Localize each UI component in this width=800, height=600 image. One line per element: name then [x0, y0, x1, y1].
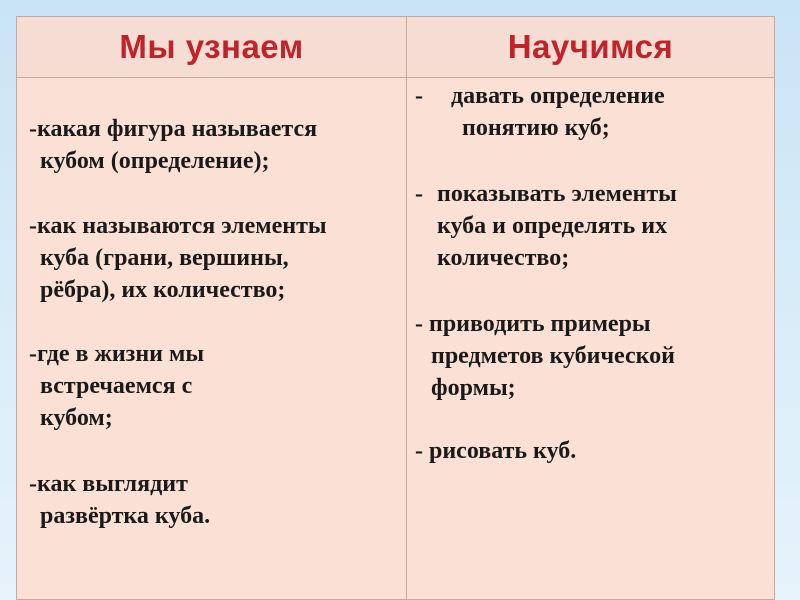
item-line: формы; — [431, 375, 516, 401]
item-text — [429, 308, 675, 404]
item-line: предметов кубической — [431, 343, 675, 369]
list-item — [29, 468, 406, 532]
item-line: количество; — [437, 245, 570, 271]
header-row — [17, 17, 775, 78]
dash-marker: - — [415, 438, 423, 464]
item-line: куба и определять их — [437, 213, 668, 239]
item-line: -как выглядит — [29, 471, 188, 497]
comparison-table — [16, 16, 775, 600]
list-item — [415, 80, 774, 150]
item-text — [451, 80, 665, 144]
item-line: развёртка куба. — [40, 503, 211, 529]
right-column-cell — [407, 78, 775, 600]
list-item — [415, 435, 774, 475]
left-items-list — [17, 78, 406, 599]
left-column-cell — [17, 78, 407, 600]
list-item — [415, 178, 774, 278]
item-line: давать определение — [451, 83, 665, 109]
item-line: -где в жизни мы — [29, 341, 205, 367]
list-item — [29, 113, 406, 177]
dash-marker: - — [415, 311, 423, 337]
item-line: кубом; — [40, 405, 113, 431]
left-column-header: Мы узнаем — [17, 17, 407, 78]
list-item — [29, 210, 406, 306]
dash-marker: - — [415, 83, 423, 109]
item-line: -какая фигура называется — [29, 116, 318, 142]
item-line: -как называются элементы — [29, 213, 327, 239]
item-line: кубом (определение); — [40, 148, 270, 174]
item-text — [437, 178, 677, 274]
item-line: рисовать куб. — [429, 438, 577, 464]
item-line: встречаемся с — [40, 373, 193, 399]
item-text — [429, 435, 576, 467]
item-line: рёбра), их количество; — [40, 277, 286, 303]
dash-marker: - — [415, 181, 423, 207]
item-line: куба (грани, вершины, — [40, 245, 289, 271]
body-row — [17, 78, 775, 600]
item-line: показывать элементы — [437, 181, 677, 207]
list-item — [29, 338, 406, 434]
item-line: понятию куб; — [462, 115, 610, 141]
item-line: приводить примеры — [429, 311, 651, 337]
right-items-list — [407, 78, 774, 599]
list-item — [415, 308, 774, 408]
right-column-header: Научимся — [407, 17, 775, 78]
